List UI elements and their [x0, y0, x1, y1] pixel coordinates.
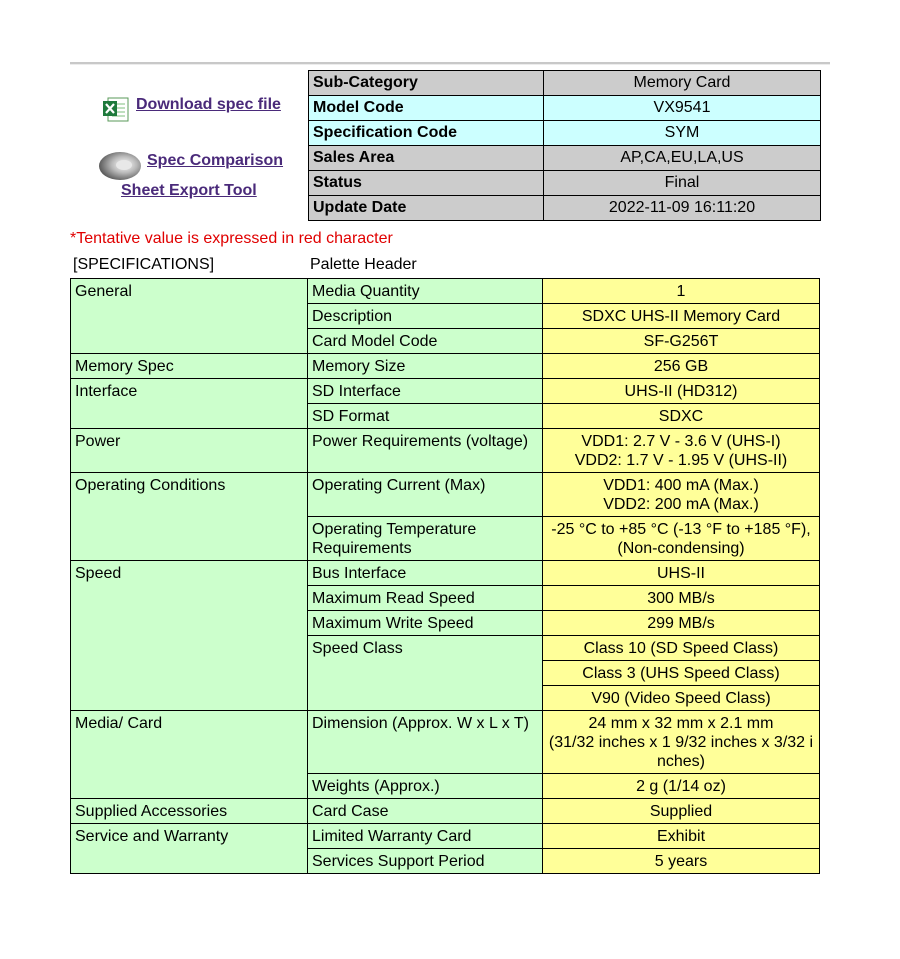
item-cell: Media Quantity [308, 279, 543, 304]
category-cell: Supplied Accessories [71, 799, 308, 824]
palette-header-heading: Palette Header [310, 256, 417, 273]
value-cell: Supplied [543, 799, 820, 824]
item-cell: Maximum Write Speed [308, 611, 543, 636]
table-row [309, 96, 821, 121]
item-cell: Power Requirements (voltage) [308, 429, 543, 473]
top-divider [70, 62, 830, 65]
specifications-heading: [SPECIFICATIONS] [73, 256, 215, 273]
item-cell [308, 517, 543, 561]
item-cell: Operating Current (Max) [308, 473, 543, 517]
value-cell: SDXC [543, 404, 820, 429]
category-cell: Speed [71, 561, 308, 711]
item-cell: Bus Interface [308, 561, 543, 586]
table-row [71, 429, 820, 473]
value-line: VDD2: 200 mA (Max.) [603, 496, 759, 513]
value-line: -25 °C to +85 °C (-13 °F to +185 °F), [551, 521, 811, 538]
value-cell: Class 10 (SD Speed Class) [543, 636, 820, 661]
item-cell: Limited Warranty Card [308, 824, 543, 849]
value-cell: Class 3 (UHS Speed Class) [543, 661, 820, 686]
value-cell: 5 years [543, 849, 820, 874]
item-cell: Description [308, 304, 543, 329]
value-cell: SDXC UHS-II Memory Card [543, 304, 820, 329]
value-line: VDD2: 1.7 V - 1.95 V (UHS-II) [574, 452, 788, 469]
sales-area-value: AP,CA,EU,LA,US [544, 146, 821, 171]
category-cell: Memory Spec [71, 354, 308, 379]
update-date-label: Update Date [309, 196, 544, 221]
value-cell [543, 517, 820, 561]
value-cell: 299 MB/s [543, 611, 820, 636]
table-row [309, 146, 821, 171]
value-line: (Non-condensing) [617, 540, 745, 557]
category-cell: Operating Conditions [71, 473, 308, 561]
disc-icon[interactable] [98, 150, 142, 182]
value-cell: SF-G256T [543, 329, 820, 354]
table-row [71, 473, 820, 517]
spec-comparison-link-line2[interactable]: Sheet Export Tool [121, 182, 257, 199]
item-cell: Maximum Read Speed [308, 586, 543, 611]
table-row [71, 379, 820, 404]
item-cell: Memory Size [308, 354, 543, 379]
value-cell: UHS-II [543, 561, 820, 586]
value-cell: 1 [543, 279, 820, 304]
table-row [71, 279, 820, 304]
value-cell: Exhibit [543, 824, 820, 849]
specification-code-label: Specification Code [309, 121, 544, 146]
value-line: nches) [656, 753, 706, 770]
item-cell: Speed Class [308, 636, 543, 711]
table-row [71, 799, 820, 824]
download-spec-block [102, 95, 302, 125]
table-row [71, 824, 820, 849]
table-row [71, 354, 820, 379]
item-cell: SD Interface [308, 379, 543, 404]
item-cell: Weights (Approx.) [308, 774, 543, 799]
table-row [71, 711, 820, 774]
sales-area-label: Sales Area [309, 146, 544, 171]
model-code-value: VX9541 [544, 96, 821, 121]
value-line: 24 mm x 32 mm x 2.1 mm [588, 715, 774, 732]
item-cell: Card Case [308, 799, 543, 824]
value-cell [543, 473, 820, 517]
table-row [309, 196, 821, 221]
value-line: VDD1: 2.7 V - 3.6 V (UHS-I) [581, 433, 781, 450]
value-line: VDD1: 400 mA (Max.) [603, 477, 759, 494]
item-cell: SD Format [308, 404, 543, 429]
value-cell: 256 GB [543, 354, 820, 379]
category-cell: General [71, 279, 308, 354]
item-cell: Card Model Code [308, 329, 543, 354]
value-cell: 2 g (1/14 oz) [543, 774, 820, 799]
category-cell: Service and Warranty [71, 824, 308, 874]
download-spec-link[interactable]: Download spec file [136, 96, 281, 113]
category-cell: Media/ Card [71, 711, 308, 799]
value-cell: 300 MB/s [543, 586, 820, 611]
update-date-value: 2022-11-09 16:11:20 [544, 196, 821, 221]
item-line: Operating Temperature [312, 521, 477, 538]
table-row [71, 561, 820, 586]
table-row [309, 71, 821, 96]
table-row [309, 171, 821, 196]
item-cell: Services Support Period [308, 849, 543, 874]
sub-category-label: Sub-Category [309, 71, 544, 96]
value-cell: V90 (Video Speed Class) [543, 686, 820, 711]
specification-code-value: SYM [544, 121, 821, 146]
tentative-note: *Tentative value is expressed in red character [70, 230, 393, 247]
status-label: Status [309, 171, 544, 196]
value-cell [543, 429, 820, 473]
table-row [309, 121, 821, 146]
specifications-table [70, 278, 820, 874]
item-cell: Dimension (Approx. W x L x T) [308, 711, 543, 774]
value-cell [543, 711, 820, 774]
category-cell: Interface [71, 379, 308, 429]
value-cell: UHS-II (HD312) [543, 379, 820, 404]
category-cell: Power [71, 429, 308, 473]
spec-comparison-link[interactable]: Spec Comparison [147, 152, 284, 169]
model-code-label: Model Code [309, 96, 544, 121]
status-value: Final [544, 171, 821, 196]
excel-icon[interactable] [102, 95, 130, 123]
sub-category-value: Memory Card [544, 71, 821, 96]
model-info-table [308, 70, 821, 221]
value-line: (31/32 inches x 1 9/32 inches x 3/32 i [548, 734, 814, 751]
item-line: Requirements [312, 540, 412, 557]
